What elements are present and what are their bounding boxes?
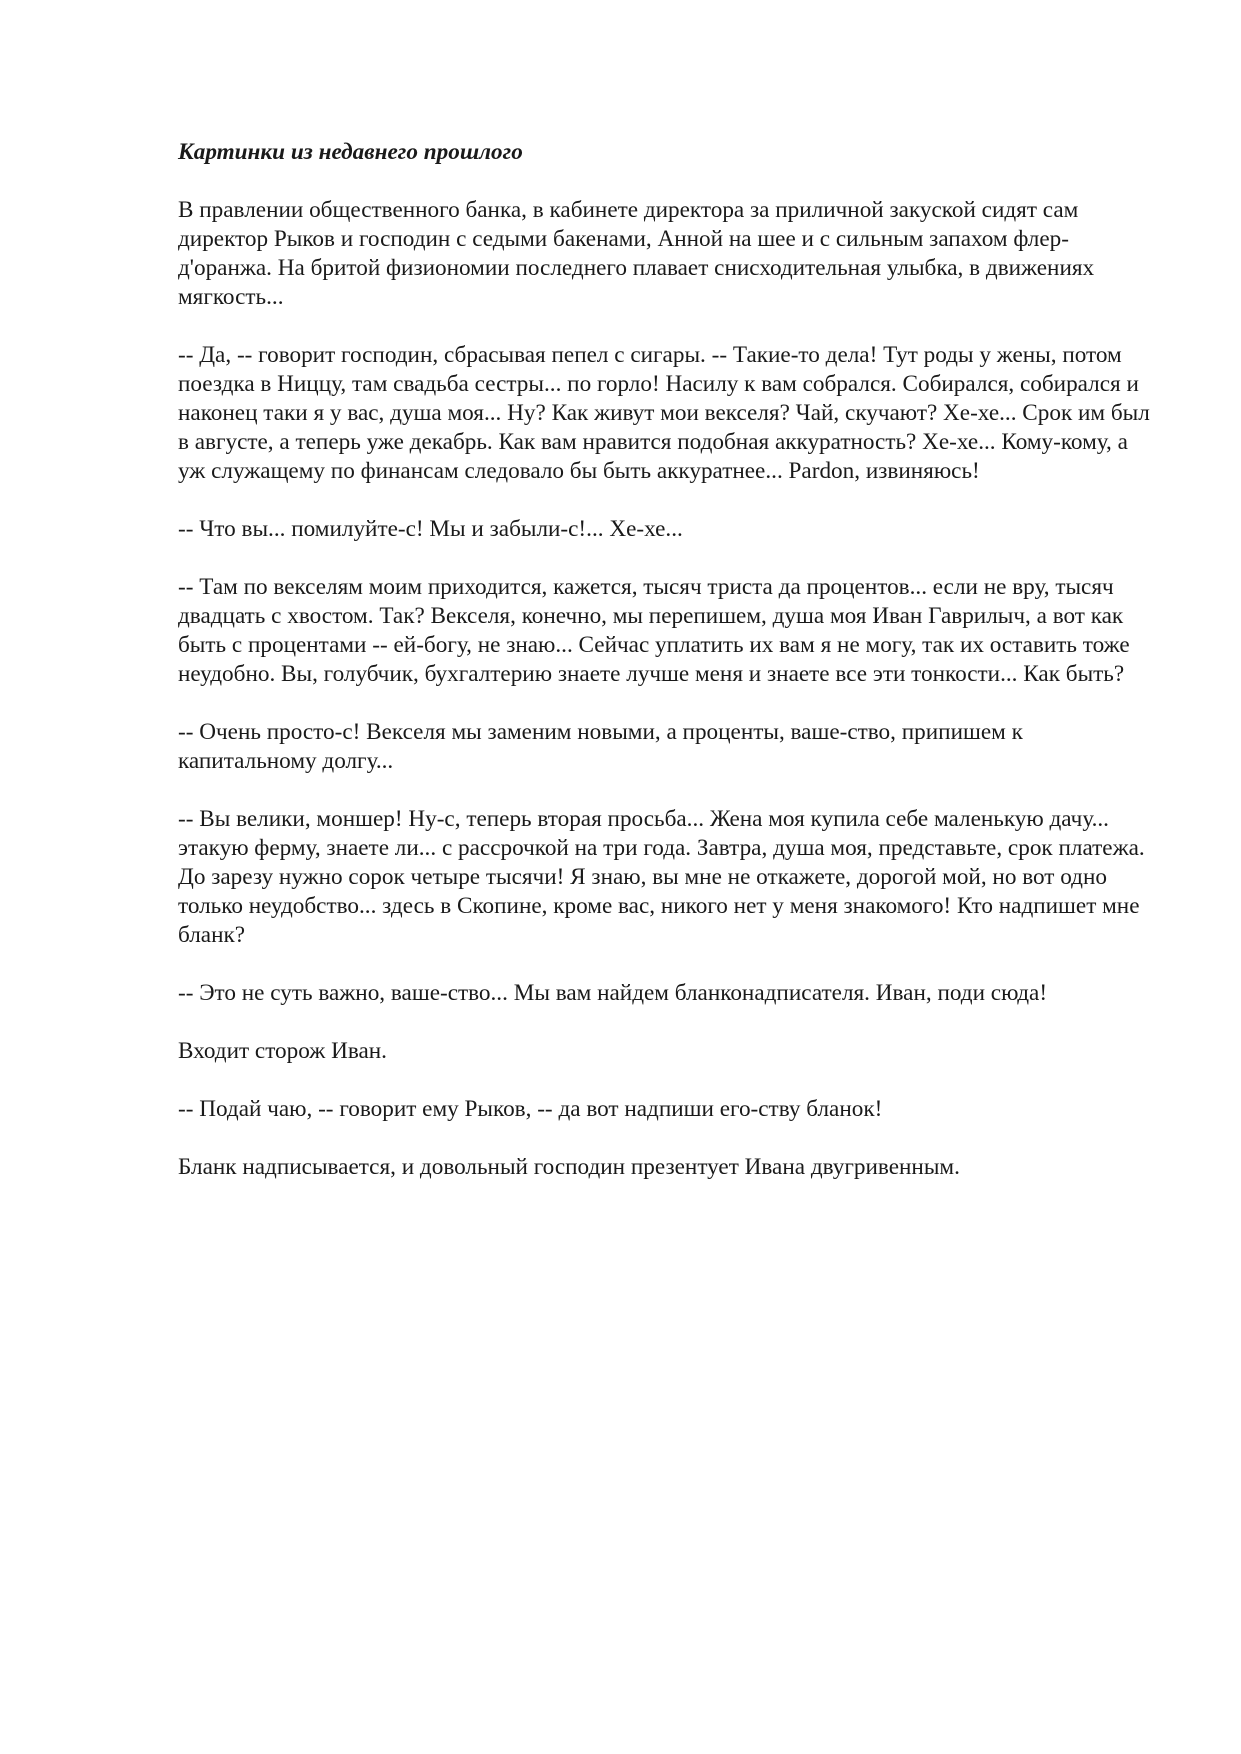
paragraph-4: -- Там по векселям моим приходится, кажется, тысяч триста да процентов... если не вру, тысяч двадцать с хвостом. Так? Векселя, конечно, мы перепишем, душа моя Иван Гаврилыч, а вот как быть с процентами -- ей-богу, не знаю... Сейчас уплатить их вам я не могу, так их оставить тоже неудобно. Вы, голубчик, бухгалтерию знаете лучше меня и знаете все эти тонкости... Как быть?	[178, 574, 1130, 687]
paragraph-3: -- Что вы... помилуйте-с! Мы и забыли-с!... Хе-хе...	[178, 516, 683, 542]
paragraph-5: -- Очень просто-с! Векселя мы заменим новыми, а проценты, ваше-ство, припишем к капитальному долгу...	[178, 719, 1023, 774]
paragraph-9: -- Подай чаю, -- говорит ему Рыков, -- да вот надпиши его-ству бланок!	[178, 1096, 883, 1122]
paragraph-10: Бланк надписывается, и довольный господин презентует Ивана двугривенным.	[178, 1154, 960, 1180]
document-page	[178, 138, 1158, 1211]
paragraph-8: Входит сторож Иван.	[178, 1038, 387, 1064]
paragraph-7: -- Это не суть важно, ваше-ство... Мы вам найдем бланконадписателя. Иван, поди сюда!	[178, 980, 1048, 1006]
document-title: Картинки из недавнего прошлого	[178, 139, 523, 165]
paragraph-1: В правлении общественного банка, в кабинете директора за приличной закуской сидят сам директор Рыков и господин с седыми бакенами, Анной на шее и с сильным запахом флер-д'оранжа. На бритой физиономии последнего плавает снисходительная улыбка, в движениях мягкость...	[178, 197, 1095, 310]
paragraph-6: -- Вы велики, моншер! Ну-с, теперь вторая просьба... Жена моя купила себе маленькую дачу... этакую ферму, знаете ли... с рассрочкой на три года. Завтра, душа моя, представьте, срок платежа. До зарезу нужно сорок четыре тысячи! Я знаю, вы мне не откажете, дорогой мой, но вот одно только неудобство... здесь в Скопине, кроме вас, никого нет у меня знакомого! Кто надпишет мне бланк?	[178, 806, 1145, 948]
paragraph-2: -- Да, -- говорит господин, сбрасывая пепел с сигары. -- Такие-то дела! Тут роды у жены, потом поездка в Ниццу, там свадьба сестры... по горло! Насилу к вам собрался. Собирался, собирался и наконец таки я у вас, душа моя... Ну? Как живут мои векселя? Чай, скучают? Хе-хе... Срок им был в августе, а теперь уже декабрь. Как вам нравится подобная аккуратность? Хе-хе... Кому-кому, а уж служащему по финансам следовало бы быть аккуратнее... Pardon, извиняюсь!	[178, 342, 1150, 484]
